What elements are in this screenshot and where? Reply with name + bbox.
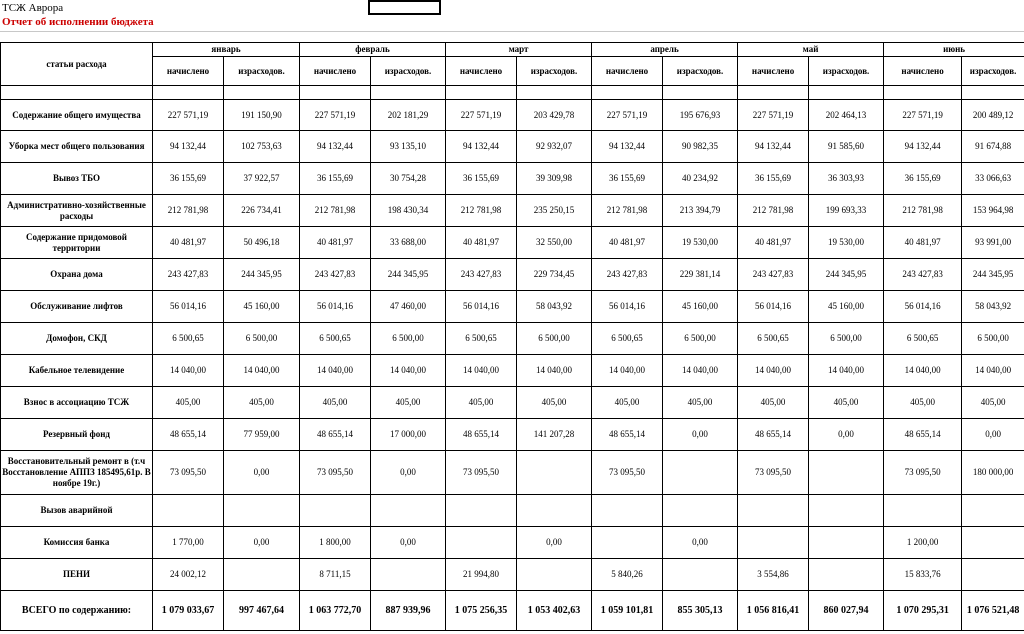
cell-accrued[interactable]: 48 655,14 <box>592 419 663 451</box>
table-row <box>1 131 1024 163</box>
subheader-spent: израсходов. <box>809 57 884 86</box>
cell-accrued[interactable]: 94 132,44 <box>300 131 371 163</box>
cell-accrued[interactable]: 36 155,69 <box>592 163 663 195</box>
subheader-spent: израсходов. <box>371 57 446 86</box>
cell-spent[interactable]: 37 922,57 <box>224 163 300 195</box>
cell-spent[interactable]: 36 303,93 <box>809 163 884 195</box>
total-accrued[interactable]: 1 070 295,31 <box>884 591 962 631</box>
cell-accrued[interactable]: 36 155,69 <box>153 163 224 195</box>
cell-spent[interactable]: 405,00 <box>809 387 884 419</box>
cell-accrued[interactable]: 73 095,50 <box>300 451 371 495</box>
cell-accrued[interactable]: 94 132,44 <box>446 131 517 163</box>
month-header: январь <box>153 43 300 57</box>
cell-accrued[interactable]: 94 132,44 <box>592 131 663 163</box>
cell-accrued[interactable]: 212 781,98 <box>884 195 962 227</box>
cell-accrued[interactable]: 227 571,19 <box>884 100 962 131</box>
table-row <box>1 291 1024 323</box>
row-label: Комиссия банка <box>1 527 153 559</box>
cell-spent[interactable]: 91 585,60 <box>809 131 884 163</box>
cell-spent[interactable]: 19 530,00 <box>663 227 738 259</box>
cell-accrued[interactable] <box>592 527 663 559</box>
cell-spent[interactable]: 92 932,07 <box>517 131 592 163</box>
cell-accrued[interactable] <box>153 495 224 527</box>
cell-accrued[interactable]: 40 481,97 <box>446 227 517 259</box>
cell-accrued[interactable]: 405,00 <box>738 387 809 419</box>
cell-spent[interactable]: 77 959,00 <box>224 419 300 451</box>
separator-line <box>0 31 1024 32</box>
cell-spent[interactable]: 191 150,90 <box>224 100 300 131</box>
cell-spent[interactable]: 141 207,28 <box>517 419 592 451</box>
cell-spent[interactable]: 153 964,98 <box>962 195 1024 227</box>
cell-spent[interactable] <box>663 559 738 591</box>
cell-spent[interactable]: 40 234,92 <box>663 163 738 195</box>
cell-accrued[interactable]: 6 500,65 <box>884 323 962 355</box>
total-spent[interactable]: 855 305,13 <box>663 591 738 631</box>
cell-accrued[interactable]: 48 655,14 <box>884 419 962 451</box>
cell-spent[interactable]: 0,00 <box>663 419 738 451</box>
cell-accrued[interactable]: 56 014,16 <box>738 291 809 323</box>
cell-accrued[interactable]: 212 781,98 <box>446 195 517 227</box>
cell-spent[interactable]: 19 530,00 <box>809 227 884 259</box>
total-accrued[interactable]: 1 075 256,35 <box>446 591 517 631</box>
cell-accrued[interactable]: 56 014,16 <box>884 291 962 323</box>
cell-spent[interactable]: 14 040,00 <box>663 355 738 387</box>
cell-accrued[interactable]: 14 040,00 <box>153 355 224 387</box>
cell-spent[interactable]: 202 464,13 <box>809 100 884 131</box>
month-header: июнь <box>884 43 1024 57</box>
cell-spent[interactable]: 6 500,00 <box>371 323 446 355</box>
cell-spent[interactable]: 235 250,15 <box>517 195 592 227</box>
cell-spent[interactable]: 405,00 <box>517 387 592 419</box>
table-row <box>1 195 1024 227</box>
cell-accrued[interactable]: 40 481,97 <box>738 227 809 259</box>
cell-spent[interactable]: 405,00 <box>663 387 738 419</box>
cell-accrued[interactable]: 73 095,50 <box>446 451 517 495</box>
cell-spent[interactable]: 0,00 <box>224 451 300 495</box>
cell-spent[interactable]: 229 734,45 <box>517 259 592 291</box>
cell-accrued[interactable]: 73 095,50 <box>592 451 663 495</box>
table-row <box>1 163 1024 195</box>
cell-accrued[interactable] <box>884 495 962 527</box>
cell-accrued[interactable]: 94 132,44 <box>153 131 224 163</box>
cell-spent[interactable]: 14 040,00 <box>517 355 592 387</box>
cell-accrued[interactable]: 227 571,19 <box>153 100 224 131</box>
cell-spent[interactable]: 14 040,00 <box>962 355 1024 387</box>
cell-spent[interactable] <box>517 451 592 495</box>
cell-spent[interactable] <box>663 451 738 495</box>
cell-accrued[interactable]: 227 571,19 <box>446 100 517 131</box>
cell-spent[interactable]: 6 500,00 <box>663 323 738 355</box>
cell-spent[interactable]: 30 754,28 <box>371 163 446 195</box>
cell-spent[interactable]: 244 345,95 <box>809 259 884 291</box>
cell-spent[interactable]: 39 309,98 <box>517 163 592 195</box>
cell-spent[interactable] <box>962 527 1024 559</box>
total-spent[interactable]: 1 076 521,48 <box>962 591 1024 631</box>
cell-accrued[interactable]: 6 500,65 <box>592 323 663 355</box>
cell-accrued[interactable]: 73 095,50 <box>153 451 224 495</box>
cell-spent[interactable]: 93 991,00 <box>962 227 1024 259</box>
cell-spent[interactable]: 33 066,63 <box>962 163 1024 195</box>
column-header-items: статьи расхода <box>1 43 153 86</box>
cell-spent[interactable]: 213 394,79 <box>663 195 738 227</box>
cell-spent[interactable] <box>224 559 300 591</box>
cell-spent[interactable]: 226 734,41 <box>224 195 300 227</box>
subheader-spent: израсходов. <box>663 57 738 86</box>
row-label: Содержание общего имущества <box>1 100 153 131</box>
cell-spent[interactable] <box>517 559 592 591</box>
total-accrued[interactable]: 1 059 101,81 <box>592 591 663 631</box>
cell-spent[interactable]: 14 040,00 <box>224 355 300 387</box>
cell-spent[interactable]: 405,00 <box>371 387 446 419</box>
cell-spent[interactable]: 244 345,95 <box>224 259 300 291</box>
subheader-accrued: начислено <box>884 57 962 86</box>
cell-accrued[interactable]: 3 554,86 <box>738 559 809 591</box>
cell-spent[interactable]: 90 982,35 <box>663 131 738 163</box>
total-accrued[interactable]: 1 079 033,67 <box>153 591 224 631</box>
cell-accrued[interactable] <box>738 527 809 559</box>
month-header: апрель <box>592 43 738 57</box>
month-header: май <box>738 43 884 57</box>
table-row <box>1 323 1024 355</box>
cell-spent[interactable]: 202 181,29 <box>371 100 446 131</box>
cell-spent[interactable]: 6 500,00 <box>517 323 592 355</box>
cell-spent[interactable]: 180 000,00 <box>962 451 1024 495</box>
cell-accrued[interactable]: 40 481,97 <box>300 227 371 259</box>
cell-accrued[interactable]: 212 781,98 <box>592 195 663 227</box>
cell-accrued[interactable]: 405,00 <box>153 387 224 419</box>
cell-spent[interactable] <box>809 559 884 591</box>
cell-spent[interactable]: 244 345,95 <box>962 259 1024 291</box>
cell-accrued[interactable]: 405,00 <box>884 387 962 419</box>
subheader-spent: израсходов. <box>224 57 300 86</box>
cell-accrued[interactable]: 8 711,15 <box>300 559 371 591</box>
row-label: Домофон, СКД <box>1 323 153 355</box>
cell-accrued[interactable]: 6 500,65 <box>153 323 224 355</box>
table-row <box>1 355 1024 387</box>
cell-accrued[interactable]: 243 427,83 <box>153 259 224 291</box>
cell-spent[interactable]: 405,00 <box>962 387 1024 419</box>
cell-accrued[interactable]: 14 040,00 <box>738 355 809 387</box>
cell-accrued[interactable]: 40 481,97 <box>153 227 224 259</box>
cell-accrued[interactable]: 243 427,83 <box>300 259 371 291</box>
row-label: Восстановительный ремонт в (т.ч Восстановление АППЗ 185495,61р. В ноябре 19г.) <box>1 451 153 495</box>
table-row <box>1 495 1024 527</box>
subheader-spent: израсходов. <box>517 57 592 86</box>
selected-cell[interactable] <box>368 0 441 15</box>
total-spent[interactable]: 860 027,94 <box>809 591 884 631</box>
cell-accrued[interactable]: 14 040,00 <box>446 355 517 387</box>
total-spent[interactable]: 1 053 402,63 <box>517 591 592 631</box>
cell-accrued[interactable]: 14 040,00 <box>884 355 962 387</box>
cell-accrued[interactable]: 24 002,12 <box>153 559 224 591</box>
total-spent[interactable]: 997 467,64 <box>224 591 300 631</box>
cell-accrued[interactable]: 243 427,83 <box>884 259 962 291</box>
cell-accrued[interactable]: 94 132,44 <box>738 131 809 163</box>
cell-accrued[interactable]: 36 155,69 <box>884 163 962 195</box>
cell-accrued[interactable]: 40 481,97 <box>884 227 962 259</box>
budget-table <box>0 42 1024 631</box>
cell-spent[interactable]: 6 500,00 <box>224 323 300 355</box>
cell-accrued[interactable]: 212 781,98 <box>738 195 809 227</box>
cell-accrued[interactable]: 243 427,83 <box>446 259 517 291</box>
subheader-accrued: начислено <box>153 57 224 86</box>
cell-spent[interactable]: 0,00 <box>371 527 446 559</box>
cell-accrued[interactable]: 56 014,16 <box>592 291 663 323</box>
row-label: Охрана дома <box>1 259 153 291</box>
subheader-accrued: начислено <box>738 57 809 86</box>
cell-accrued[interactable] <box>300 495 371 527</box>
cell-accrued[interactable]: 73 095,50 <box>738 451 809 495</box>
cell-spent[interactable]: 405,00 <box>224 387 300 419</box>
cell-spent[interactable] <box>224 495 300 527</box>
table-row <box>1 100 1024 131</box>
cell-spent[interactable] <box>809 495 884 527</box>
cell-spent[interactable] <box>371 495 446 527</box>
cell-accrued[interactable]: 36 155,69 <box>446 163 517 195</box>
row-label: Обслуживание лифтов <box>1 291 153 323</box>
row-label: Кабельное телевидение <box>1 355 153 387</box>
row-label: Взнос в ассоциацию ТСЖ <box>1 387 153 419</box>
cell-accrued[interactable]: 94 132,44 <box>884 131 962 163</box>
cell-accrued[interactable]: 212 781,98 <box>300 195 371 227</box>
cell-accrued[interactable]: 56 014,16 <box>300 291 371 323</box>
cell-spent[interactable] <box>809 451 884 495</box>
cell-accrued[interactable]: 14 040,00 <box>592 355 663 387</box>
cell-accrued[interactable]: 243 427,83 <box>738 259 809 291</box>
cell-spent[interactable]: 199 693,33 <box>809 195 884 227</box>
cell-accrued[interactable]: 243 427,83 <box>592 259 663 291</box>
cell-spent[interactable] <box>517 495 592 527</box>
cell-accrued[interactable]: 227 571,19 <box>738 100 809 131</box>
cell-accrued[interactable]: 15 833,76 <box>884 559 962 591</box>
spacer-row <box>1 86 1024 100</box>
cell-spent[interactable]: 203 429,78 <box>517 100 592 131</box>
cell-spent[interactable] <box>371 559 446 591</box>
table-row <box>1 527 1024 559</box>
cell-accrued[interactable]: 405,00 <box>592 387 663 419</box>
cell-spent[interactable]: 198 430,34 <box>371 195 446 227</box>
cell-accrued[interactable]: 40 481,97 <box>592 227 663 259</box>
cell-spent[interactable]: 45 160,00 <box>663 291 738 323</box>
cell-accrued[interactable]: 1 800,00 <box>300 527 371 559</box>
total-accrued[interactable]: 1 063 772,70 <box>300 591 371 631</box>
cell-spent[interactable]: 45 160,00 <box>224 291 300 323</box>
cell-accrued[interactable]: 36 155,69 <box>300 163 371 195</box>
total-label: ВСЕГО по содержанию: <box>1 591 153 631</box>
cell-accrued[interactable]: 56 014,16 <box>446 291 517 323</box>
cell-spent[interactable]: 50 496,18 <box>224 227 300 259</box>
cell-accrued[interactable]: 48 655,14 <box>446 419 517 451</box>
cell-accrued[interactable]: 1 770,00 <box>153 527 224 559</box>
cell-accrued[interactable]: 405,00 <box>300 387 371 419</box>
month-header: март <box>446 43 592 57</box>
cell-spent[interactable]: 6 500,00 <box>809 323 884 355</box>
cell-accrued[interactable] <box>446 495 517 527</box>
cell-spent[interactable]: 58 043,92 <box>962 291 1024 323</box>
cell-accrued[interactable]: 5 840,26 <box>592 559 663 591</box>
cell-accrued[interactable]: 36 155,69 <box>738 163 809 195</box>
cell-spent[interactable]: 229 381,14 <box>663 259 738 291</box>
cell-spent[interactable]: 0,00 <box>809 419 884 451</box>
cell-accrued[interactable]: 21 994,80 <box>446 559 517 591</box>
table-row <box>1 387 1024 419</box>
row-label: Административно-хозяйственные расходы <box>1 195 153 227</box>
cell-accrued[interactable]: 48 655,14 <box>300 419 371 451</box>
month-header: февраль <box>300 43 446 57</box>
org-name: ТСЖ Аврора <box>2 2 64 14</box>
row-label: Вызов аварийной <box>1 495 153 527</box>
cell-spent[interactable]: 45 160,00 <box>809 291 884 323</box>
cell-spent[interactable]: 0,00 <box>517 527 592 559</box>
total-accrued[interactable]: 1 056 816,41 <box>738 591 809 631</box>
subheader-accrued: начислено <box>446 57 517 86</box>
row-label: Уборка мест общего пользования <box>1 131 153 163</box>
subheader-spent: израсходов. <box>962 57 1024 86</box>
cell-spent[interactable] <box>663 495 738 527</box>
table-row <box>1 419 1024 451</box>
cell-spent[interactable]: 0,00 <box>663 527 738 559</box>
report-title: Отчет об исполнении бюджета <box>2 16 154 28</box>
cell-spent[interactable] <box>962 559 1024 591</box>
cell-accrued[interactable]: 227 571,19 <box>300 100 371 131</box>
cell-spent[interactable]: 200 489,12 <box>962 100 1024 131</box>
cell-spent[interactable]: 91 674,88 <box>962 131 1024 163</box>
cell-accrued[interactable]: 212 781,98 <box>153 195 224 227</box>
table-row <box>1 227 1024 259</box>
cell-accrued[interactable]: 6 500,65 <box>738 323 809 355</box>
cell-spent[interactable]: 102 753,63 <box>224 131 300 163</box>
cell-accrued[interactable]: 73 095,50 <box>884 451 962 495</box>
row-label: Содержание придомовой территории <box>1 227 153 259</box>
cell-spent[interactable] <box>809 527 884 559</box>
cell-spent[interactable]: 17 000,00 <box>371 419 446 451</box>
cell-accrued[interactable]: 6 500,65 <box>446 323 517 355</box>
row-label: ПЕНИ <box>1 559 153 591</box>
cell-accrued[interactable]: 14 040,00 <box>300 355 371 387</box>
cell-spent[interactable]: 33 688,00 <box>371 227 446 259</box>
cell-spent[interactable]: 93 135,10 <box>371 131 446 163</box>
cell-accrued[interactable]: 227 571,19 <box>592 100 663 131</box>
table-row <box>1 259 1024 291</box>
cell-spent[interactable]: 47 460,00 <box>371 291 446 323</box>
cell-spent[interactable]: 244 345,95 <box>371 259 446 291</box>
cell-spent[interactable]: 0,00 <box>224 527 300 559</box>
cell-spent[interactable]: 14 040,00 <box>371 355 446 387</box>
subheader-accrued: начислено <box>592 57 663 86</box>
subheader-accrued: начислено <box>300 57 371 86</box>
row-label: Вывоз ТБО <box>1 163 153 195</box>
total-row <box>1 591 1024 631</box>
cell-accrued[interactable] <box>446 527 517 559</box>
cell-accrued[interactable]: 405,00 <box>446 387 517 419</box>
cell-accrued[interactable]: 6 500,65 <box>300 323 371 355</box>
total-spent[interactable]: 887 939,96 <box>371 591 446 631</box>
row-label: Резервный фонд <box>1 419 153 451</box>
cell-accrued[interactable]: 56 014,16 <box>153 291 224 323</box>
cell-spent[interactable]: 0,00 <box>371 451 446 495</box>
table-row <box>1 559 1024 591</box>
cell-spent[interactable]: 14 040,00 <box>809 355 884 387</box>
cell-accrued[interactable] <box>738 495 809 527</box>
cell-spent[interactable]: 195 676,93 <box>663 100 738 131</box>
cell-spent[interactable]: 0,00 <box>962 419 1024 451</box>
cell-accrued[interactable]: 48 655,14 <box>153 419 224 451</box>
cell-spent[interactable]: 6 500,00 <box>962 323 1024 355</box>
cell-accrued[interactable] <box>592 495 663 527</box>
cell-spent[interactable]: 32 550,00 <box>517 227 592 259</box>
cell-spent[interactable] <box>962 495 1024 527</box>
cell-spent[interactable]: 58 043,92 <box>517 291 592 323</box>
cell-accrued[interactable]: 1 200,00 <box>884 527 962 559</box>
table-row <box>1 451 1024 495</box>
cell-accrued[interactable]: 48 655,14 <box>738 419 809 451</box>
